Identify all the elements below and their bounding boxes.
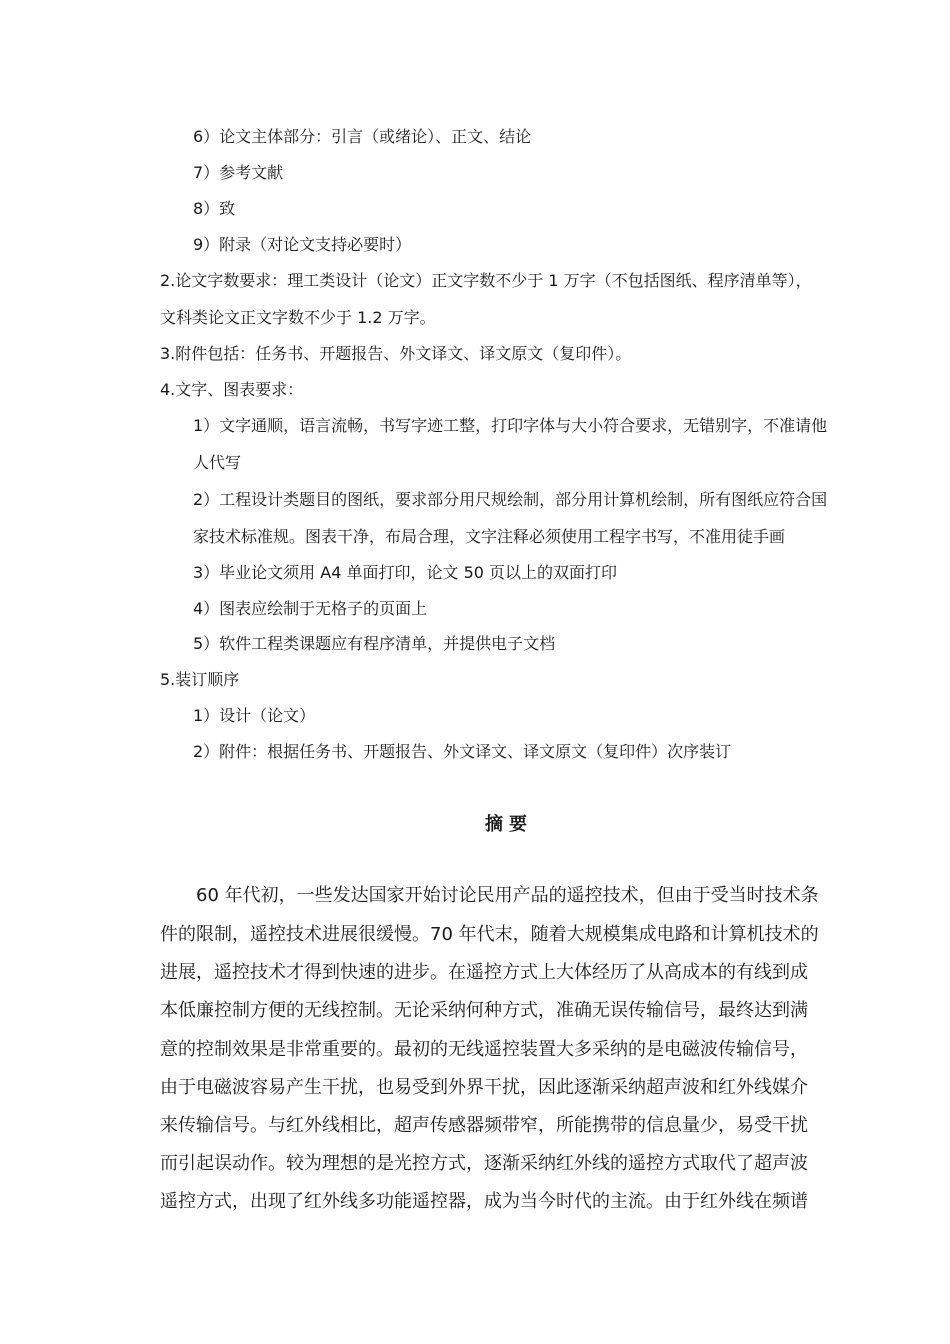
list-item: 3）毕业论文须用 A4 单面打印，论文 50 页以上的双面打印 [193, 563, 618, 582]
paragraph-line: 本低廉控制方便的无线控制。无论采纳何种方式，准确无误传输信号，最终达到满 [160, 1000, 808, 1021]
section-heading: 摘要 [485, 814, 533, 835]
list-item: 2）附件：根据任务书、开题报告、外文译文、译文原文（复印件）次序装订 [193, 742, 732, 761]
list-item: 3.附件包括：任务书、开题报告、外文译文、译文原文（复印件）。 [160, 344, 632, 363]
paragraph-line: 进展，遥控技术才得到快速的进步。在遥控方式上大体经历了从高成本的有线到成 [160, 962, 808, 983]
paragraph-line: 60 年代初，一些发达国家开始讨论民用产品的遥控技术，但由于受当时技术条 [196, 885, 819, 906]
list-item: 7）参考文献 [193, 163, 284, 182]
paragraph-line: 来传输信号。与红外线相比，超声传感器频带窄，所能携带的信息量少，易受干扰 [160, 1115, 808, 1136]
list-item: 人代写 [193, 453, 242, 472]
list-item: 1）文字通顺，语言流畅，书写字迹工整，打印字体与大小符合要求，无错别字，不准请他 [193, 416, 828, 435]
list-item: 5.装订顺序 [160, 670, 240, 689]
paragraph-line: 由于电磁波容易产生干扰，也易受到外界干扰，因此逐渐采纳超声波和红外线媒介 [160, 1077, 808, 1098]
list-item: 文科类论文正文字数不少于 1.2 万字。 [160, 308, 436, 327]
list-item: 家技术标准规。图表干净，布局合理，文字注释必须使用工程字书写，不准用徒手画 [193, 527, 786, 546]
paragraph-line: 意的控制效果是非常重要的。最初的无线遥控装置大多采纳的是电磁波传输信号， [160, 1039, 808, 1060]
paragraph-line: 遥控方式，出现了红外线多功能遥控器，成为当今时代的主流。由于红外线在频谱 [160, 1191, 808, 1212]
list-item: 4.文字、图表要求： [160, 380, 304, 399]
paragraph-line: 件的限制，遥控技术进展很缓慢。70 年代末，随着大规模集成电路和计算机技术的 [160, 924, 819, 945]
paragraph-line: 而引起误动作。较为理想的是光控方式，逐渐采纳红外线的遥控方式取代了超声波 [160, 1153, 808, 1174]
list-item: 4）图表应绘制于无格子的页面上 [193, 599, 428, 618]
list-item: 8）致 [193, 199, 236, 218]
list-item: 5）软件工程类课题应有程序清单，并提供电子文档 [193, 634, 556, 653]
list-item: 2.论文字数要求：理工类设计（论文）正文字数不少于 1 万字（不包括图纸、程序清单等）， [160, 271, 812, 290]
list-item: 6）论文主体部分：引言（或绪论）、正文、结论 [193, 127, 532, 146]
list-item: 2）工程设计类题目的图纸，要求部分用尺规绘制，部分用计算机绘制，所有图纸应符合国 [193, 490, 828, 509]
list-item: 1）设计（论文） [193, 706, 316, 725]
list-item: 9）附录（对论文支持必要时） [193, 235, 412, 254]
